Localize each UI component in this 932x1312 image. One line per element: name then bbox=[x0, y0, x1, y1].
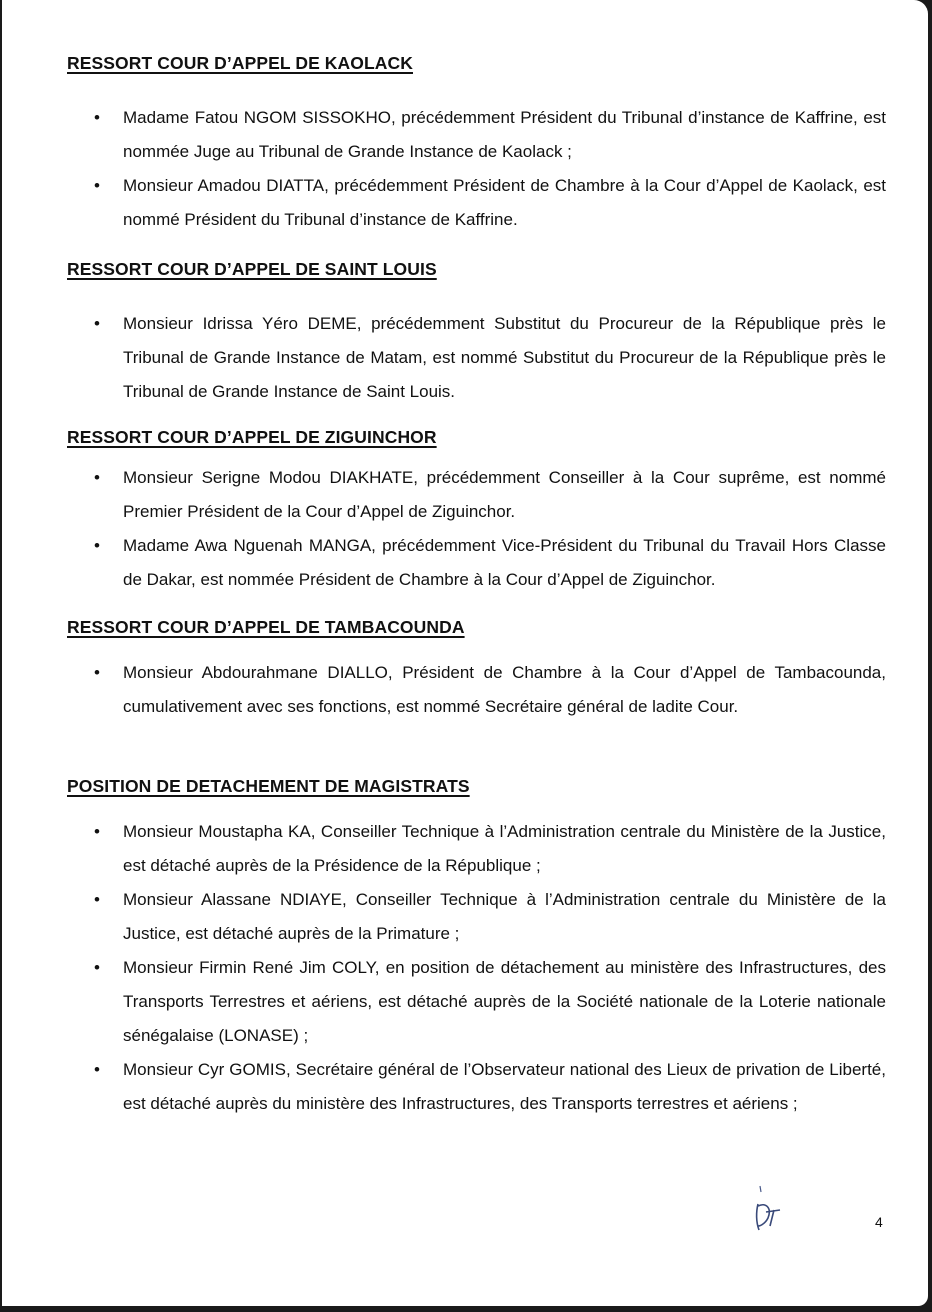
bullet-icon: • bbox=[94, 176, 100, 195]
list-item-text: Monsieur Moustapha KA, Conseiller Technique à l’Administration centrale du Ministère de la Justice, est détaché auprès de la Présidence de la République ; bbox=[123, 822, 886, 875]
list-item bbox=[2, 1053, 928, 1121]
bullet-icon: • bbox=[94, 958, 100, 977]
bullet-icon: • bbox=[94, 468, 100, 487]
list-item-text: Madame Fatou NGOM SISSOKHO, précédemment Président du Tribunal d’instance de Kaffrine, est nommée Juge au Tribunal de Grande Instance de Kaolack ; bbox=[123, 108, 886, 161]
section-heading-tambacounda: RESSORT COUR D’APPEL DE TAMBACOUNDA bbox=[67, 617, 465, 637]
bullet-icon: • bbox=[94, 822, 100, 841]
document-page bbox=[2, 0, 928, 1306]
section-list-saint-louis bbox=[2, 307, 928, 409]
list-item-text: Monsieur Cyr GOMIS, Secrétaire général de l’Observateur national des Lieux de privation de Liberté, est détaché auprès du ministère des Infrastructures, des Transports terrestres et aériens ; bbox=[123, 1060, 886, 1113]
section-heading-kaolack: RESSORT COUR D’APPEL DE KAOLACK bbox=[67, 53, 413, 73]
list-item bbox=[2, 883, 928, 951]
list-item-text: Monsieur Firmin René Jim COLY, en position de détachement au ministère des Infrastructures, des Transports Terrestres et aériens, est détaché auprès de la Société nationale de la Loterie nationale sénégalaise (LONASE) ; bbox=[123, 958, 886, 1045]
list-item bbox=[2, 101, 928, 169]
section-heading-detachement: POSITION DE DETACHEMENT DE MAGISTRATS bbox=[67, 776, 470, 796]
handwritten-initials-icon bbox=[746, 1182, 786, 1238]
bullet-icon: • bbox=[94, 108, 100, 127]
bullet-icon: • bbox=[94, 1060, 100, 1079]
list-item bbox=[2, 461, 928, 529]
bullet-icon: • bbox=[94, 314, 100, 333]
list-item-text: Monsieur Amadou DIATTA, précédemment Président de Chambre à la Cour d’Appel de Kaolack, est nommé Président du Tribunal d’instance de Kaffrine. bbox=[123, 176, 886, 229]
list-item bbox=[2, 951, 928, 1053]
section-heading-ziguinchor: RESSORT COUR D’APPEL DE ZIGUINCHOR bbox=[67, 427, 437, 447]
section-list-kaolack bbox=[2, 101, 928, 237]
list-item-text: Monsieur Idrissa Yéro DEME, précédemment Substitut du Procureur de la République près le Tribunal de Grande Instance de Matam, est nommé Substitut du Procureur de la République près le Tribunal de Grande Instance de Saint Louis. bbox=[123, 314, 886, 401]
section-list-detachement bbox=[2, 815, 928, 1121]
bullet-icon: • bbox=[94, 536, 100, 555]
section-list-tambacounda bbox=[2, 656, 928, 724]
list-item-text: Monsieur Abdourahmane DIALLO, Président de Chambre à la Cour d’Appel de Tambacounda, cumulativement avec ses fonctions, est nommé Secrétaire général de ladite Cour. bbox=[123, 663, 886, 716]
list-item bbox=[2, 815, 928, 883]
section-heading-saint-louis: RESSORT COUR D’APPEL DE SAINT LOUIS bbox=[67, 259, 437, 279]
page-number: 4 bbox=[875, 1214, 883, 1230]
list-item bbox=[2, 656, 928, 724]
list-item bbox=[2, 529, 928, 597]
list-item-text: Monsieur Serigne Modou DIAKHATE, précédemment Conseiller à la Cour suprême, est nommé Premier Président de la Cour d’Appel de Ziguinchor. bbox=[123, 468, 886, 521]
bullet-icon: • bbox=[94, 663, 100, 682]
list-item-text: Monsieur Alassane NDIAYE, Conseiller Technique à l’Administration centrale du Ministère de la Justice, est détaché auprès de la Primature ; bbox=[123, 890, 886, 943]
list-item-text: Madame Awa Nguenah MANGA, précédemment Vice-Président du Tribunal du Travail Hors Classe de Dakar, est nommée Président de Chambre à la Cour d’Appel de Ziguinchor. bbox=[123, 536, 886, 589]
list-item bbox=[2, 169, 928, 237]
bullet-icon: • bbox=[94, 890, 100, 909]
section-list-ziguinchor bbox=[2, 461, 928, 597]
list-item bbox=[2, 307, 928, 409]
